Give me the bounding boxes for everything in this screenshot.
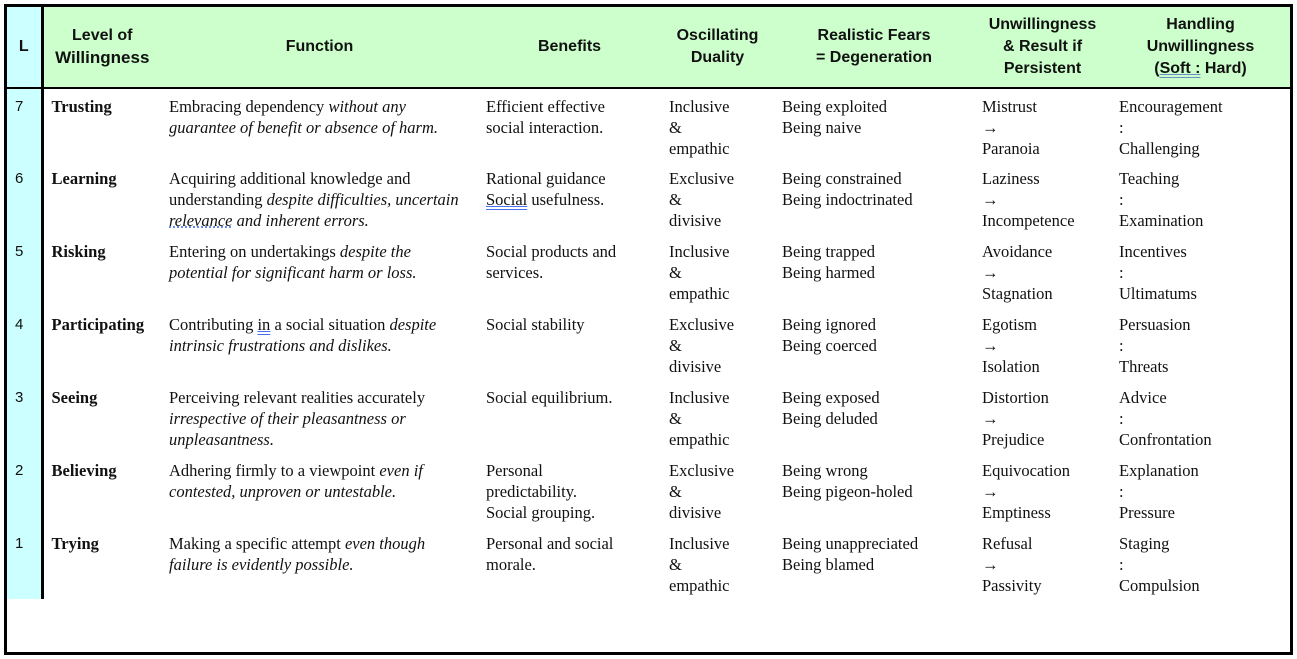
level-name: Trusting (51, 97, 112, 116)
willingness-table-frame (4, 4, 1293, 655)
handling-cell: Staging : Compulsion (1119, 534, 1200, 595)
benefits-cell: Personal and social morale. (486, 534, 614, 574)
benefits-cell: Social equilibrium. (486, 388, 613, 407)
level-number: 5 (7, 234, 42, 307)
fears-cell: Being trapped Being harmed (782, 242, 876, 282)
function-cell: Making a specific attempt even though failure is evidently possible. (169, 534, 426, 574)
level-number: 4 (7, 307, 42, 380)
oscillating-cell: Inclusive & empathic (669, 388, 730, 449)
level-name: Participating (51, 315, 145, 334)
header-unwillingness: Unwillingness & Result if Persistent (974, 7, 1111, 88)
function-cell: Contributing in a social situation despite intrinsic frustrations and dislikes. (169, 315, 437, 355)
handling-cell: Persuasion : Threats (1119, 315, 1191, 376)
unwillingness-cell: Equivocation → Emptiness (982, 461, 1070, 522)
table-row (7, 307, 1290, 380)
level-number: 1 (7, 526, 42, 599)
fears-cell: Being exposed Being deluded (782, 388, 880, 428)
benefits-cell: Social stability (486, 315, 585, 334)
header-function: Function (161, 7, 478, 88)
table-row (7, 453, 1290, 526)
benefits-cell: Efficient effective social interaction. (486, 97, 605, 137)
benefits-cell: Social products and services. (486, 242, 617, 282)
willingness-table (7, 7, 1290, 599)
handling-cell: Encouragement : Challenging (1119, 97, 1223, 158)
handling-cell: Explanation : Pressure (1119, 461, 1199, 522)
header-oscillating-duality: Oscillating Duality (661, 7, 774, 88)
fears-cell: Being unappreciated Being blamed (782, 534, 919, 574)
fears-cell: Being wrong Being pigeon-holed (782, 461, 913, 501)
level-name: Learning (51, 169, 117, 188)
level-number: 7 (7, 88, 42, 161)
header-realistic-fears: Realistic Fears = Degeneration (774, 7, 974, 88)
fears-cell: Being constrained Being indoctrinated (782, 169, 913, 209)
unwillingness-cell: Egotism → Isolation (982, 315, 1040, 376)
table-row (7, 380, 1290, 453)
handling-cell: Incentives : Ultimatums (1119, 242, 1197, 303)
unwillingness-cell: Laziness → Incompetence (982, 169, 1075, 230)
unwillingness-cell: Mistrust → Paranoia (982, 97, 1040, 158)
benefits-cell: Personal predictability. Social grouping. (486, 461, 596, 522)
unwillingness-cell: Distortion → Prejudice (982, 388, 1049, 449)
oscillating-cell: Exclusive & divisive (669, 461, 735, 522)
header-l: L (7, 7, 42, 88)
handling-cell: Advice : Confrontation (1119, 388, 1212, 449)
oscillating-cell: Inclusive & empathic (669, 242, 730, 303)
oscillating-cell: Inclusive & empathic (669, 97, 730, 158)
function-cell: Embracing dependency without any guarantee of benefit or absence of harm. (169, 97, 438, 137)
function-cell: Adhering firmly to a viewpoint even if contested, unproven or untestable. (169, 461, 423, 501)
table-row (7, 88, 1290, 161)
oscillating-cell: Exclusive & divisive (669, 169, 735, 230)
level-number: 2 (7, 453, 42, 526)
level-number: 3 (7, 380, 42, 453)
table-row (7, 161, 1290, 234)
header-level: Level of Willingness (42, 7, 161, 88)
header-benefits: Benefits (478, 7, 661, 88)
level-number: 6 (7, 161, 42, 234)
table-row (7, 526, 1290, 599)
header-handling-unwillingness: Handling Unwillingness (Soft : Hard) (1111, 7, 1290, 88)
function-cell: Entering on undertakings despite the potential for significant harm or loss. (169, 242, 417, 282)
level-name: Believing (51, 461, 117, 480)
handling-cell: Teaching : Examination (1119, 169, 1204, 230)
level-name: Trying (51, 534, 99, 553)
unwillingness-cell: Avoidance → Stagnation (982, 242, 1053, 303)
oscillating-cell: Exclusive & divisive (669, 315, 735, 376)
table-row (7, 234, 1290, 307)
level-name: Risking (51, 242, 106, 261)
level-name: Seeing (51, 388, 98, 407)
function-cell: Acquiring additional knowledge and understanding despite difficulties, uncertain relevance and inherent errors. (169, 169, 459, 230)
fears-cell: Being ignored Being coerced (782, 315, 877, 355)
fears-cell: Being exploited Being naive (782, 97, 887, 137)
unwillingness-cell: Refusal → Passivity (982, 534, 1042, 595)
function-cell: Perceiving relevant realities accurately irrespective of their pleasantness or unpleasantness. (169, 388, 426, 449)
header-row (7, 7, 1290, 88)
benefits-cell: Rational guidance Social usefulness. (486, 169, 606, 209)
oscillating-cell: Inclusive & empathic (669, 534, 730, 595)
